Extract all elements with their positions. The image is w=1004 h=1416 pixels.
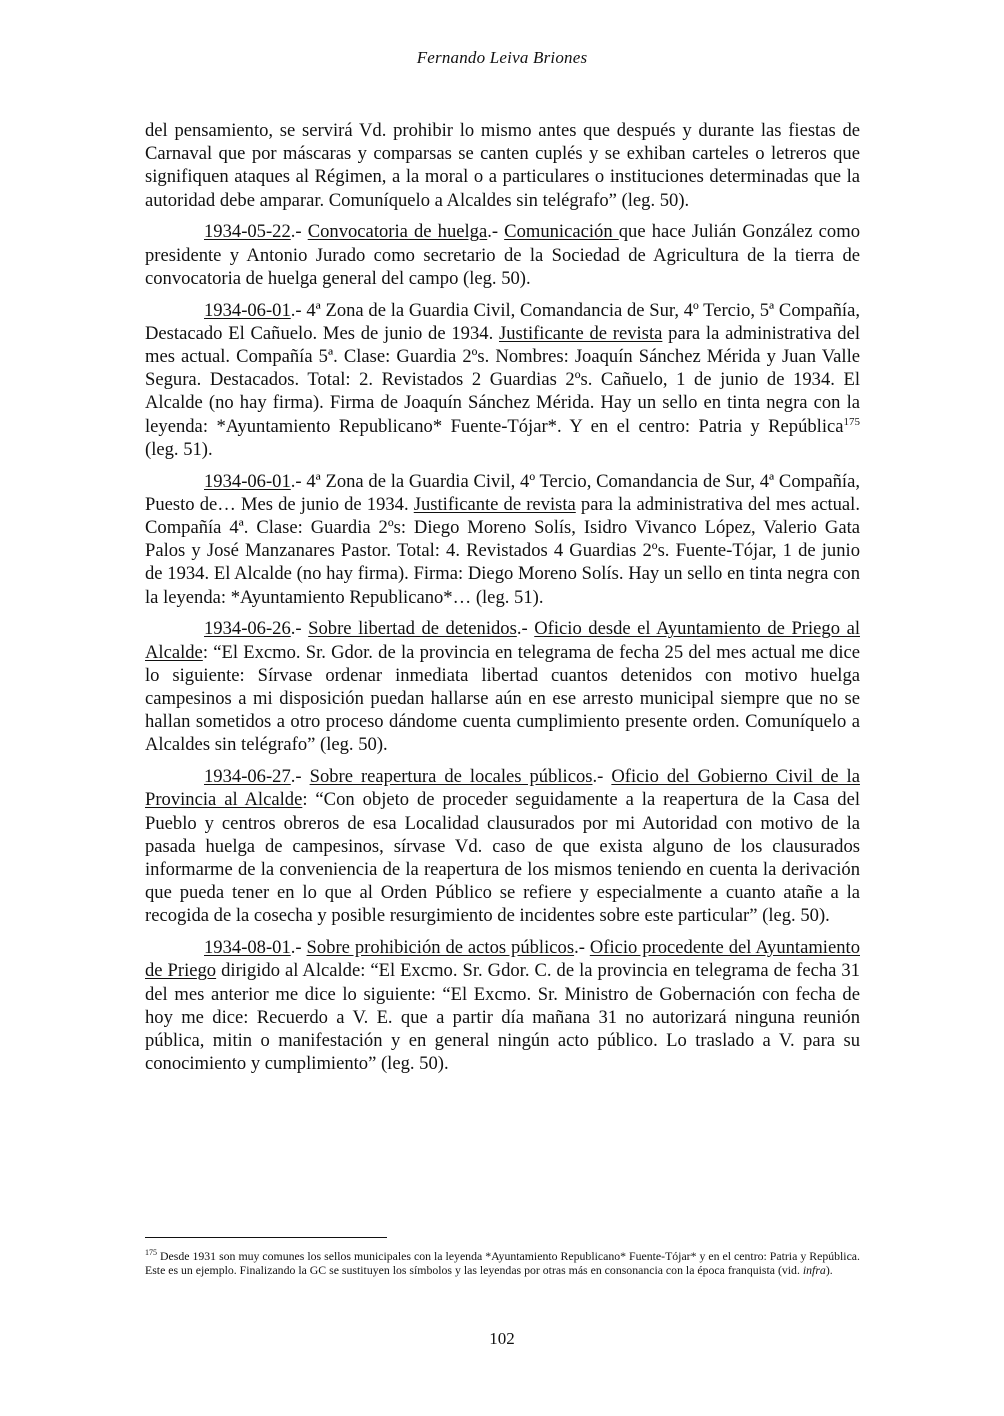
entry-topic: Sobre libertad de detenidos <box>308 618 517 640</box>
entry-text: .- 4ª Zona de la Guardia Civil, Comandancia de Sur, 4º Tercio, 5ª Compañía, Destacado El Cañuelo. Mes de junio de 1934. <box>145 299 860 344</box>
separator: .- <box>487 221 505 243</box>
entry-document-type: Justificante de revista <box>413 493 576 515</box>
entry-paragraph <box>145 936 860 1075</box>
separator: .- <box>516 618 535 640</box>
entry-date: 1934-06-01 <box>204 470 291 492</box>
entry-text: para la administrativa del mes actual. Compañía 4ª. Clase: Guardia 2ºs: Diego Moreno Solís, Isidro Vivanco López, Valerio Gata Palos y José Manzanares Pastor. Total: 4. Revistados 4 Guardias 2ºs. Fuente-Tójar, 1 de junio de 1934. El Alcalde (no hay firma). Firma: Diego Moreno Solís. Hay un sello en tinta negra con la leyenda: *Ayuntamiento Republicano*… (leg. 51). <box>145 493 860 608</box>
page-number: 102 <box>489 1329 515 1348</box>
entry-text: que hace Julián González como presidente y Antonio Jurado como secretario de la Sociedad de Agricultura de la tierra de convocatoria de huelga general del campo (leg. 50). <box>145 221 860 289</box>
entry-date: 1934-05-22 <box>204 221 291 243</box>
separator: .- <box>592 766 612 788</box>
entry-text: para la administrativa del mes actual. Compañía 5ª. Clase: Guardia 2ºs. Nombres: Joaquín Sánchez Mérida y Juan Valle Segura. Destacados. Total: 2. Revistados 2 Guardias 2ºs. Cañuelo, 1 de junio de 1934. El Alcalde (no hay firma). Firma de Joaquín Sánchez Mérida. Hay un sello en tinta negra con la leyenda: *Ayuntamiento Republicano* Fuente-Tójar*. Y en el centro: Patria y República <box>145 322 860 437</box>
footnote-reference[interactable]: 175 <box>843 415 860 428</box>
separator: .- <box>290 221 308 243</box>
footnote-text: Desde 1931 son muy comunes los sellos municipales con la leyenda *Ayuntamiento Republicano* Fuente-Tójar* y en el centro: Patria y República. Este es un ejemplo. Finalizando la GC se sustituyen los símbolos y las leyendas por otras más en consonancia con la época franquista (vid. <box>145 1249 860 1278</box>
footnote-separator <box>145 1237 387 1238</box>
entry-date: 1934-08-01 <box>204 937 291 959</box>
footnote-italic: infra <box>802 1263 826 1278</box>
entry-document-type: Oficio procedente del Ayuntamiento de Priego <box>145 937 860 982</box>
footnote-text: ). <box>825 1263 833 1278</box>
entry-paragraph <box>145 470 860 609</box>
entry-document-type: Comunicación <box>504 221 619 243</box>
entry-text: .- 4ª Zona de la Guardia Civil, 4º Tercio, Comandancia de Sur, 4ª Compañía, Puesto de… Mes de junio de 1934. <box>145 470 860 515</box>
separator: .- <box>290 937 307 959</box>
separator: .- <box>290 618 309 640</box>
entry-text: : “Con objeto de proceder seguidamente a la reapertura de la Casa del Pueblo y centros obreros de esa Localidad clausurados por mi Autoridad con motivo de la pasada huelga de campesinos, sírvase Vd. caso de que exista alguno de los clausurados informarme de la conveniencia de la reapertura de los mismos teniendo en cuenta la derivación que pueda tener en lo que al Orden Público se refiere y especialmente a cuanto atañe a la recogida de la cosecha y posible resurgimiento de incidentes sobre este particular” (leg. 50). <box>145 789 861 927</box>
running-header-author: Fernando Leiva Briones <box>416 48 588 67</box>
entry-paragraph <box>145 617 860 756</box>
footnote-number: 175 <box>145 1248 157 1258</box>
entry-topic: Convocatoria de huelga <box>307 221 488 243</box>
separator: .- <box>290 766 310 788</box>
entry-date: 1934-06-26 <box>204 618 291 640</box>
entry-paragraph <box>145 765 860 927</box>
entry-text: dirigido al Alcalde: “El Excmo. Sr. Gdor. C. de la provincia en telegrama de fecha 31 del mes anterior me dice lo siguiente: “El Excmo. Sr. Ministro de Gobernación con fecha de hoy me dice: Recuerdo a V. E. que a partir día mañana 31 no autorizará ninguna reunión pública, mitin o manifestación y en general ningún acto público. Lo traslado a V. para su conocimiento y cumplimiento” (leg. 50). <box>145 960 860 1075</box>
entry-date: 1934-06-27 <box>204 766 291 788</box>
separator: .- <box>574 937 590 959</box>
footnote <box>145 1249 860 1277</box>
paragraph-continuation <box>145 119 860 212</box>
entry-paragraph <box>145 299 860 461</box>
entry-text: : “El Excmo. Sr. Gdor. de la provincia en telegrama de fecha 25 del mes actual me dice lo siguiente: Sírvase ordenar inmediata libertad cuantos detenidos con motivo huelga campesinos a mi disposición puedan hallarse aún en ese arresto municipal siempre que no se hallan sometidos a otro proceso dándome cuenta cumplimiento presente orden. Comuníquelo a Alcaldes sin telégrafo” (leg. 50). <box>145 641 860 756</box>
entry-topic: Sobre prohibición de actos públicos <box>306 937 575 959</box>
entry-document-type: Justificante de revista <box>499 322 663 344</box>
body-text <box>145 119 860 1084</box>
paragraph-text: del pensamiento, se servirá Vd. prohibir lo mismo antes que después y durante las fiestas de Carnaval que por máscaras y comparsas se canten cuplés y se exhiban carteles o letreros que signifiquen ataques al Régimen, a la moral o a particulares o instituciones determinadas que la autoridad debe amparar. Comuníquelo a Alcaldes sin telégrafo” (leg. 50). <box>145 120 860 211</box>
entry-document-type: Oficio del Gobierno Civil de la Provincia al Alcalde <box>145 766 860 811</box>
entry-document-type: Oficio desde el Ayuntamiento de Priego al Alcalde <box>145 618 860 663</box>
entry-paragraph <box>145 220 860 290</box>
entry-date: 1934-06-01 <box>204 299 291 321</box>
entry-topic: Sobre reapertura de locales públicos <box>309 766 593 788</box>
entry-text: (leg. 51). <box>145 438 213 460</box>
